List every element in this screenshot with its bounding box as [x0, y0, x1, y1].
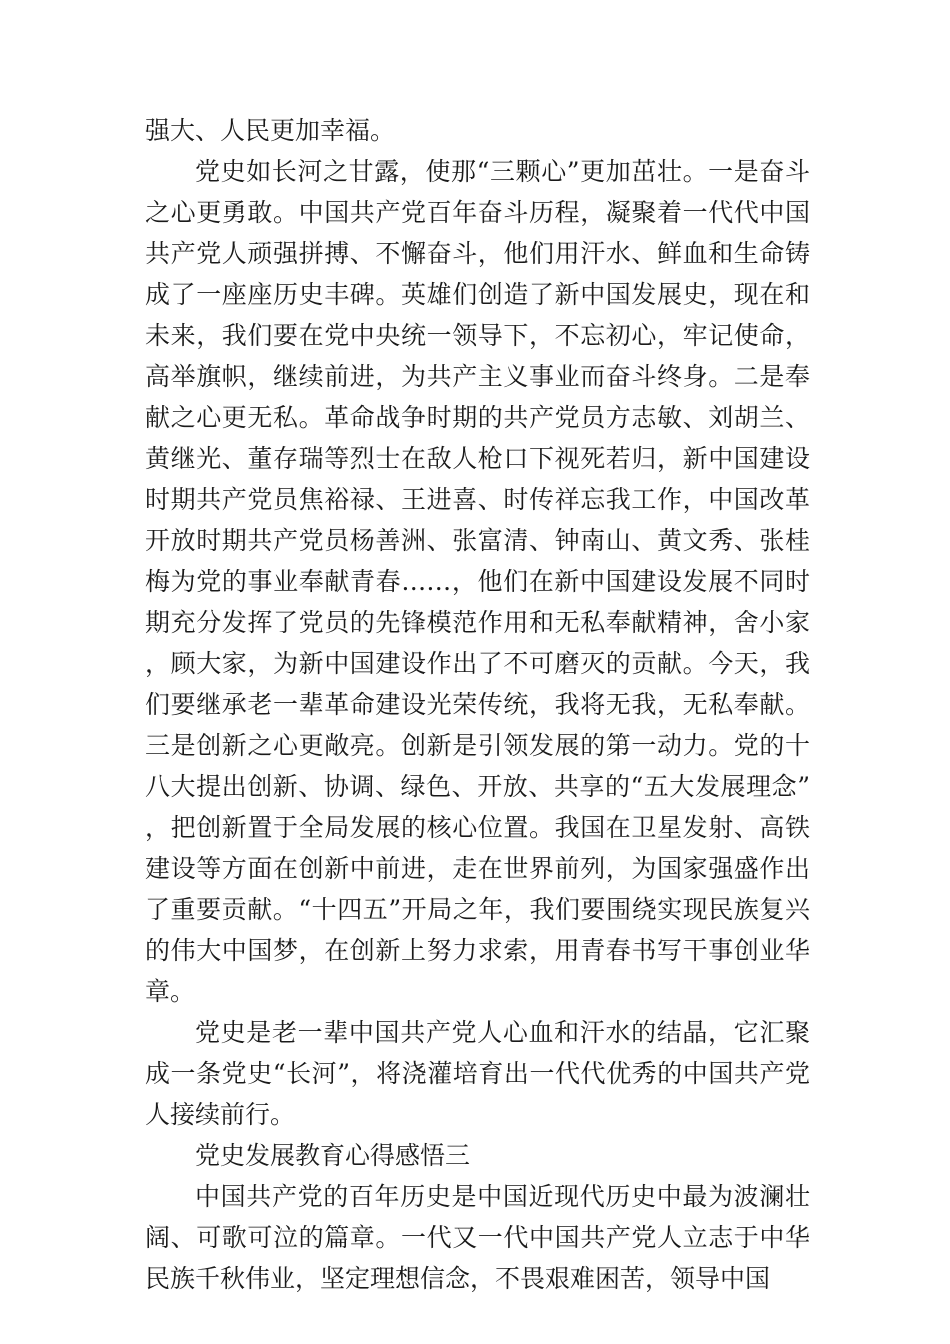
paragraph-continuation: 强大、人民更加幸福。 — [145, 116, 396, 145]
paragraph-conclusion: 党史是老一辈中国共产党人心血和汗水的结晶，它汇聚成一条党史“长河”，将浇灌培育出一代代优秀的中国共产党人接续前行。 — [145, 1018, 810, 1129]
paragraph-section-start: 中国共产党的百年历史是中国近现代历史中最为波澜壮阔、可歌可泣的篇章。一代又一代中国共产党人立志于中华民族千秋伟业，坚定理想信念，不畏艰难困苦，领导中国 — [145, 1182, 810, 1293]
section-title: 党史发展教育心得感悟三 — [195, 1141, 471, 1170]
paragraph-three-hearts: 党史如长河之甘露，使那“三颗心”更加茁壮。一是奋斗之心更勇敢。中国共产党百年奋斗历程，凝聚着一代代中国共产党人顽强拼搏、不懈奋斗，他们用汗水、鲜血和生命铸成了一座座历史丰碑。英雄们创造了新中国发展史，现在和未来，我们要在党中央统一领导下，不忘初心，牢记使命，高举旗帜，继续前进，为共产主义事业而奋斗终身。二是奉献之心更无私。革命战争时期的共产党员方志敏、刘胡兰、黄继光、董存瑞等烈士在敌人枪口下视死若归，新中国建设时期共产党员焦裕禄、王进喜、时传祥忘我工作，中国改革开放时期共产党员杨善洲、张富清、钟南山、黄文秀、张桂梅为党的事业奉献青春……，他们在新中国建设发展不同时期充分发挥了党员的先锋模范作用和无私奉献精神，舍小家，顾大家，为新中国建设作出了不可磨灭的贡献。今天，我们要继承老一辈革命建设光荣传统，我将无我，无私奉献。三是创新之心更敞亮。创新是引领发展的第一动力。党的十八大提出创新、协调、绿色、开放、共享的“五大发展理念”，把创新置于全局发展的核心位置。我国在卫星发射、高铁建设等方面在创新中前进，走在世界前列，为国家强盛作出了重要贡献。“十四五”开局之年，我们要围绕实现民族复兴的伟大中国梦，在创新上努力求索，用青春书写干事创业华章。 — [145, 157, 810, 1006]
document-body — [145, 110, 810, 1299]
